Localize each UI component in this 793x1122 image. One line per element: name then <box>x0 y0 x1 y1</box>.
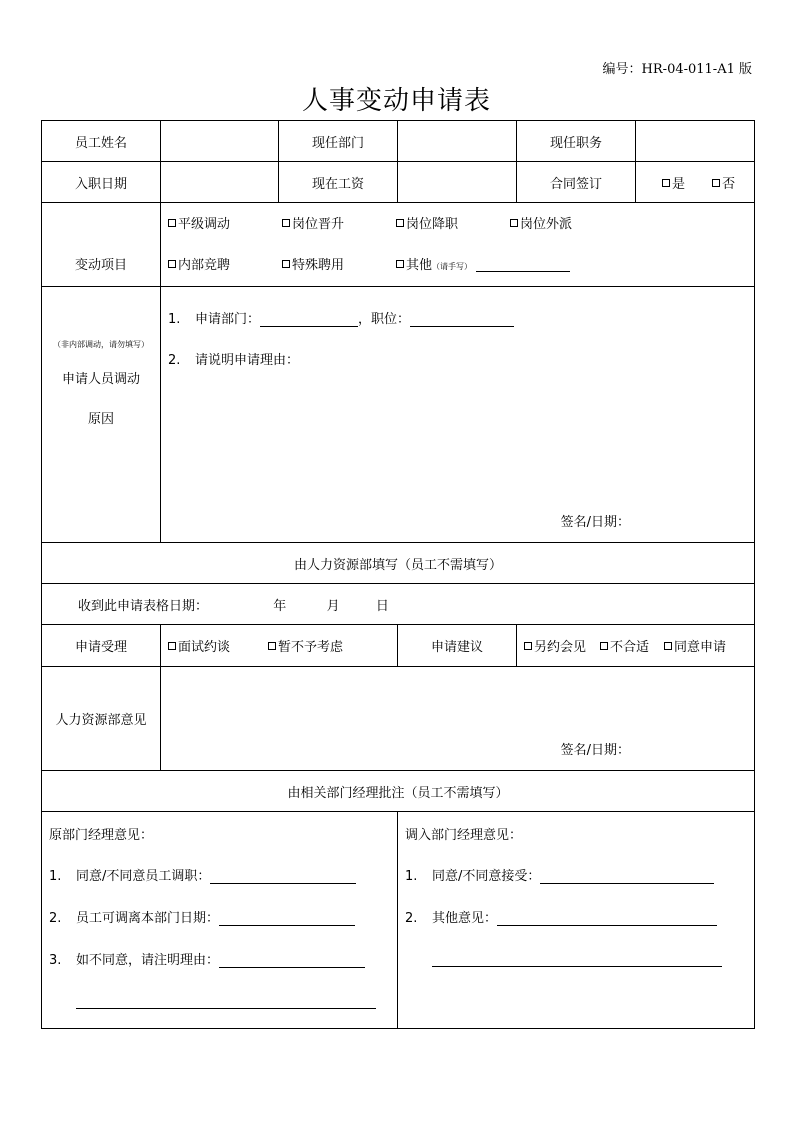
hr-signature-date-label: 签名/日期： <box>560 743 630 758</box>
suggestion-label: 申请建议 <box>398 625 517 667</box>
reason-content <box>161 287 755 543</box>
new-other-opinion-label: 其他意见： <box>432 911 498 926</box>
new-other-opinion-input-line2[interactable] <box>432 966 722 967</box>
day-label: 日 <box>375 598 389 614</box>
new-manager-title: 调入部门经理意见： <box>405 828 523 843</box>
hire-date-label: 入职日期 <box>42 162 161 203</box>
item-number: 3. <box>49 953 62 968</box>
checkbox-icon <box>664 642 672 650</box>
orig-agree-label: 同意/不同意员工调职： <box>76 869 211 884</box>
orig-release-date-input[interactable] <box>219 925 355 926</box>
checkbox-icon <box>282 260 290 268</box>
apply-dept-input[interactable] <box>260 326 358 327</box>
checkbox-icon <box>396 219 404 227</box>
orig-reason-label: 如不同意，请注明理由： <box>76 953 220 968</box>
checkbox-icon <box>510 219 518 227</box>
current-dept-label: 现任部门 <box>279 121 398 162</box>
orig-release-date-label: 员工可调离本部门日期： <box>76 911 220 926</box>
acceptance-options <box>161 625 398 667</box>
item-number: 2. <box>49 911 62 926</box>
interview-checkbox[interactable]: 面试约谈 <box>168 636 268 655</box>
reason-note: （非内部调动，请勿填写） <box>53 340 149 349</box>
acceptance-label: 申请受理 <box>42 625 161 667</box>
employee-name-label: 员工姓名 <box>42 121 161 162</box>
current-salary-label: 现在工资 <box>279 162 398 203</box>
reason-label-line2: 原因 <box>87 412 114 427</box>
checkbox-icon <box>268 642 276 650</box>
signature-date-label: 签名/日期： <box>560 515 630 530</box>
item-number: 1. <box>405 869 418 884</box>
contract-no-checkbox[interactable]: 否 <box>712 173 735 192</box>
apply-position-label: ，职位： <box>358 312 411 327</box>
employee-name-field[interactable] <box>161 121 279 162</box>
other-input-line[interactable] <box>476 271 570 272</box>
change-item-label: 变动项目 <box>42 203 161 287</box>
apply-position-input[interactable] <box>410 326 514 327</box>
month-label: 月 <box>326 598 340 614</box>
promotion-checkbox[interactable]: 岗位晋升 <box>282 204 396 245</box>
current-position-label: 现任职务 <box>517 121 636 162</box>
apply-reason-label: 请说明申请理由： <box>195 353 300 368</box>
contract-yes-checkbox[interactable]: 是 <box>662 173 708 192</box>
contract-label: 合同签订 <box>517 162 636 203</box>
document-code: 编号：HR-04-011-A1 版 <box>602 62 752 77</box>
new-accept-label: 同意/不同意接受： <box>432 869 541 884</box>
original-manager-title: 原部门经理意见： <box>49 828 154 843</box>
hr-opinion-field[interactable] <box>161 667 755 771</box>
reason-label-cell <box>42 287 161 543</box>
checkbox-icon <box>168 642 176 650</box>
other-checkbox[interactable]: 其他（请手写） <box>396 245 472 287</box>
apply-dept-label: 申请部门： <box>195 312 261 327</box>
contract-options <box>636 162 755 203</box>
form-title: 人事变动申请表 <box>301 86 491 116</box>
suggestion-options <box>517 625 755 667</box>
manager-section-header: 由相关部门经理批注（员工不需填写） <box>42 771 755 812</box>
orig-reason-input-line2[interactable] <box>76 1008 376 1009</box>
lateral-transfer-checkbox[interactable]: 平级调动 <box>168 204 282 245</box>
hold-checkbox[interactable]: 暂不予考虑 <box>268 636 343 655</box>
new-accept-input[interactable] <box>540 883 714 884</box>
orig-reason-input[interactable] <box>219 967 365 968</box>
orig-agree-input[interactable] <box>210 883 356 884</box>
year-label: 年 <box>273 598 287 614</box>
demotion-checkbox[interactable]: 岗位降职 <box>396 204 510 245</box>
hr-opinion-label: 人力资源部意见 <box>42 667 161 771</box>
current-salary-field[interactable] <box>398 162 517 203</box>
checkbox-icon <box>168 219 176 227</box>
item-number: 1. <box>49 869 62 884</box>
personnel-change-form <box>41 120 755 1029</box>
item-number: 2. <box>405 911 418 926</box>
special-hire-checkbox[interactable]: 特殊聘用 <box>282 245 396 286</box>
internal-competition-checkbox[interactable]: 内部竞聘 <box>168 245 282 286</box>
original-manager-opinion <box>42 812 398 1029</box>
new-other-opinion-input[interactable] <box>497 925 717 926</box>
current-dept-field[interactable] <box>398 121 517 162</box>
received-date-label: 收到此申请表格日期： <box>78 598 209 614</box>
another-meeting-checkbox[interactable]: 另约会见 <box>524 636 600 655</box>
checkbox-icon <box>524 642 532 650</box>
checkbox-icon <box>396 260 404 268</box>
secondment-checkbox[interactable]: 岗位外派 <box>510 204 572 245</box>
received-date-row <box>42 584 755 625</box>
item-number: 2. <box>168 353 181 368</box>
item-number: 1. <box>168 312 181 327</box>
reason-label-line1: 申请人员调动 <box>61 372 140 387</box>
hr-section-header: 由人力资源部填写（员工不需填写） <box>42 543 755 584</box>
new-manager-opinion <box>398 812 755 1029</box>
checkbox-icon <box>712 179 720 187</box>
unsuitable-checkbox[interactable]: 不合适 <box>600 636 664 655</box>
checkbox-icon <box>282 219 290 227</box>
approve-checkbox[interactable]: 同意申请 <box>664 636 726 655</box>
current-position-field[interactable] <box>636 121 755 162</box>
hire-date-field[interactable] <box>161 162 279 203</box>
checkbox-icon <box>662 179 670 187</box>
checkbox-icon <box>600 642 608 650</box>
checkbox-icon <box>168 260 176 268</box>
change-item-options <box>161 203 755 287</box>
